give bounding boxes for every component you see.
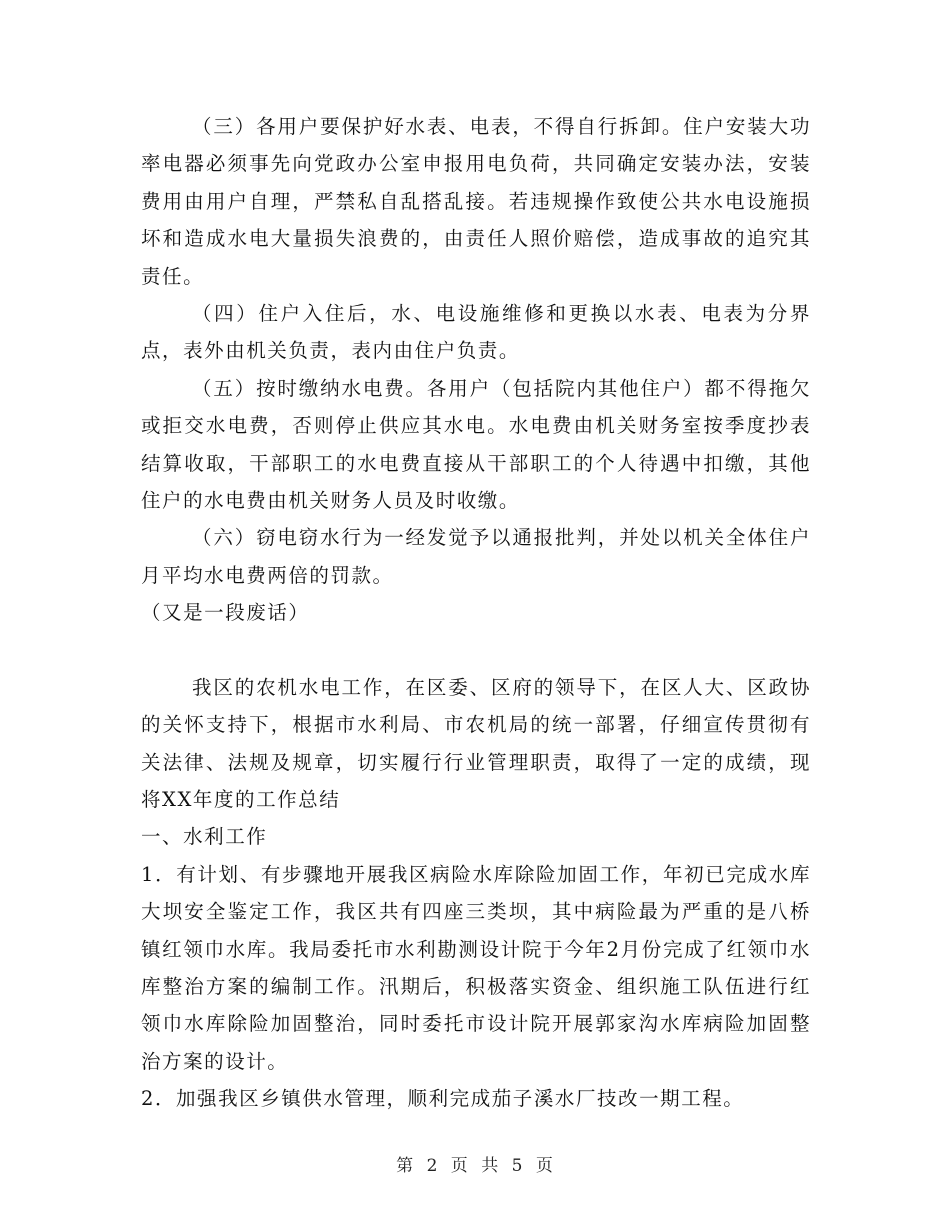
footer-label-ye: 页: [450, 1156, 469, 1176]
document-body: [141, 108, 811, 1118]
page-footer: [0, 1151, 950, 1176]
aside-note: （又是一段废话）: [141, 601, 310, 625]
paragraph-item-3: （三）各用户要保护好水表、电表，不得自行拆卸。住户安装大功率电器必须事先向党政办公室申报用电负荷，共同确定安装办法，安装费用由用户自理，严禁私自乱搭乱接。若违规操作致使公共水电设施损坏和造成水电大量损失浪费的，由责任人照价赔偿，造成事故的追究其责任。: [141, 115, 811, 288]
paragraph-item-6: （六）窃电窃水行为一经发觉予以通报批判，并处以机关全体住户月平均水电费两倍的罚款。: [141, 526, 811, 587]
paragraph-gap: [141, 632, 811, 669]
paragraph-item-5: （五）按时缴纳水电费。各用户（包括院内其他住户）都不得拖欠或拒交水电费，否则停止供应其水电。水电费由机关财务室按季度抄表结算收取，干部职工的水电费直接从干部职工的个人待遇中扣缴，其他住户的水电费由机关财务人员及时收缴。: [141, 376, 811, 513]
numbered-item-2: 2．加强我区乡镇供水管理，顺利完成茄子溪水厂技改一期工程。: [141, 1087, 745, 1111]
section-heading-water: 一、水利工作: [141, 825, 268, 849]
footer-label-gong: 共: [481, 1156, 500, 1176]
summary-intro: 我区的农机水电工作，在区委、区府的领导下，在区人大、区政协的关怀支持下，根据市水利局、市农机局的统一部署，仔细宣传贯彻有关法律、法规及规章，切实履行行业管理职责，取得了一定的成绩，现将XX年度的工作总结: [141, 675, 811, 811]
footer-label-ye-end: 页: [535, 1156, 554, 1176]
numbered-item-1: 1．有计划、有步骤地开展我区病险水库除险加固工作，年初已完成水库大坝安全鉴定工作，我区共有四座三类坝，其中病险最为严重的是八桥镇红领巾水库。我局委托市水利勘测设计院于今年2月份完成了红领巾水库整治方案的编制工作。汛期后，积极落实资金、组织施工队伍进行红领巾水库除险加固整治，同时委托市设计院开展郭家沟水库病险加固整治方案的设计。: [141, 862, 811, 1073]
footer-current-page: 2: [426, 1156, 439, 1176]
footer-total-pages: 5: [511, 1156, 524, 1176]
paragraph-item-4: （四）住户入住后，水、电设施维修和更换以水表、电表为分界点，表外由机关负责，表内由住户负责。: [141, 302, 811, 363]
footer-label-di: 第: [396, 1156, 415, 1176]
